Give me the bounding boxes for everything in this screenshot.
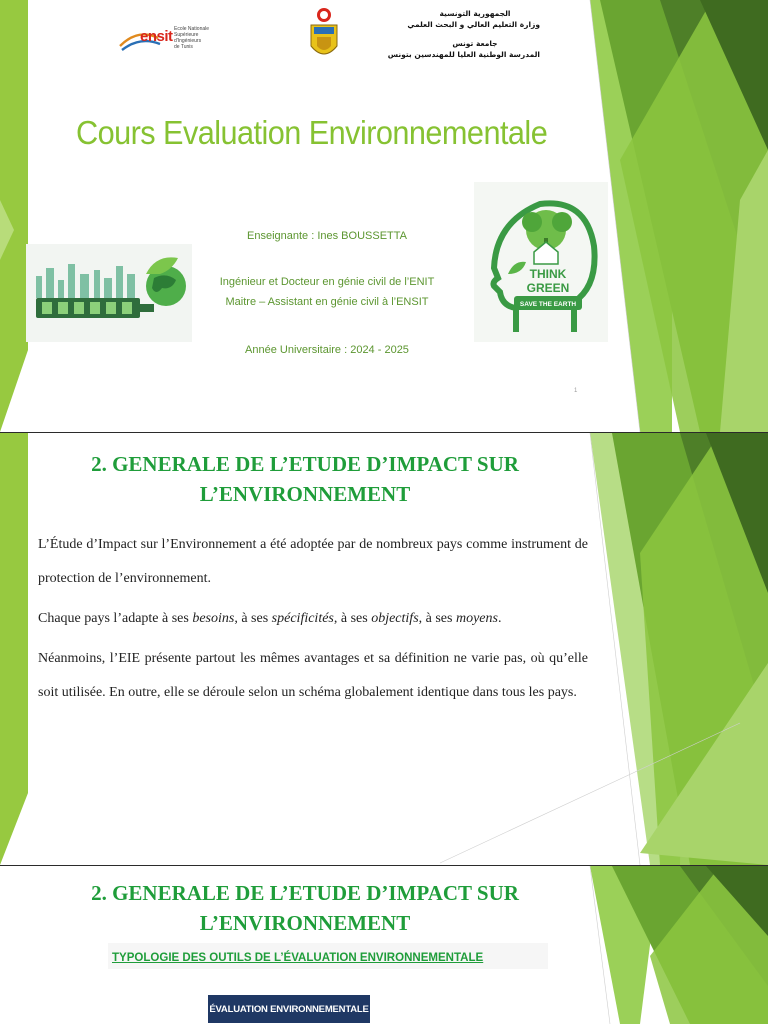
page-number: 1: [574, 388, 578, 394]
arabic-institution-header: [387, 8, 540, 60]
slide2-heading-line1: 2. GENERALE DE L’ETUDE D’IMPACT SUR: [91, 452, 519, 476]
green-city-globe-image: [26, 244, 192, 342]
arabic-line-3: جامعة تونس: [452, 39, 498, 48]
slide2-body: [38, 528, 588, 716]
badge-green: GREEN: [526, 281, 570, 295]
academic-year: Année Universitaire : 2024 - 2025: [245, 344, 409, 356]
content-slide: [0, 433, 768, 865]
green-triangles-decoration: [0, 0, 768, 432]
paragraph-3: Néanmoins, l’EIE présente partout les mêmes avantages et sa définition ne varie pas, où qu’elle soit utilisée. En outre, elle se déroule selon un schéma globalement identique dans tous les pays.: [38, 651, 588, 700]
word-objectifs: objectifs: [371, 611, 419, 626]
slide2-heading: [40, 449, 570, 509]
arabic-line-1: الجمهورية التونسية: [439, 9, 511, 18]
ensit-logo-word: ensit: [140, 28, 173, 45]
typology-slide: [0, 866, 768, 1024]
arabic-line-2: وزارة التعليم العالي و البحث العلمي: [407, 20, 540, 29]
word-specificites: spécificités: [271, 611, 334, 626]
course-title: Cours Evaluation Environnementale: [76, 114, 548, 151]
badge-ribbon: SAVE THE EARTH: [519, 301, 577, 308]
evaluation-environnementale-box: ÉVALUATION ENVIRONNEMENTALE: [208, 995, 370, 1023]
ensit-logo: [118, 22, 218, 62]
ensit-logo-text: Ecole Nationale Supérieure d'Ingénieurs de Tunis: [174, 26, 210, 50]
arabic-line-4: المدرسة الوطنية العليا للمهندسين بتونس: [387, 50, 540, 59]
p2-sep2: , à ses: [333, 611, 372, 626]
slide3-heading-line2: L’ENVIRONNEMENT: [199, 911, 411, 935]
paragraph-1: L’Étude d’Impact sur l’Environnement a été adoptée par de nombreux pays comme instrument de protection de l’environnement.: [38, 537, 588, 586]
title-slide: [0, 0, 768, 432]
word-besoins: besoins: [192, 611, 235, 626]
typology-subtitle: TYPOLOGIE DES OUTILS DE L’ÉVALUATION ENVIRONNEMENTALE: [112, 950, 484, 964]
teacher-role-1: Ingénieur et Docteur en génie civil de l’ENIT: [219, 276, 435, 288]
teacher-role-2: Maitre – Assistant en génie civil à l’ENSIT: [225, 296, 429, 308]
think-green-head-image: [474, 182, 608, 342]
badge-think: THINK: [529, 267, 567, 281]
p2-end: .: [497, 611, 502, 626]
slide3-heading-line1: 2. GENERALE DE L’ETUDE D’IMPACT SUR: [91, 881, 519, 905]
p2-prefix: Chaque pays l’adapte à ses: [38, 611, 193, 626]
paragraph-2: [38, 602, 588, 636]
p2-sep3: , à ses: [418, 611, 456, 626]
word-moyens: moyens: [455, 611, 498, 626]
teacher-name: Enseignante : Ines BOUSSETTA: [247, 230, 407, 242]
slide3-heading: [40, 878, 570, 938]
slide2-heading-line2: L’ENVIRONNEMENT: [199, 482, 411, 506]
tunisia-coat-of-arms-icon: [308, 6, 340, 64]
p2-sep1: , à ses: [234, 611, 272, 626]
